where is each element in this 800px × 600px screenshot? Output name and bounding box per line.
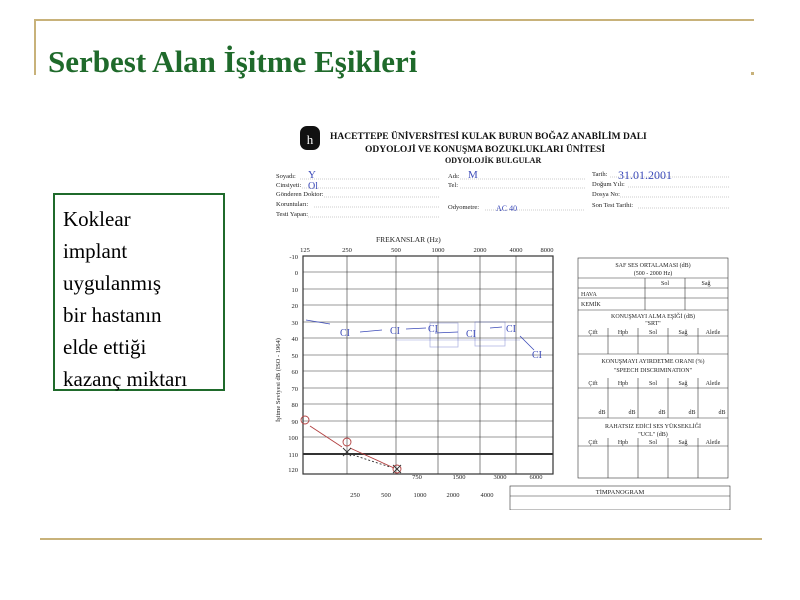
field-label-last-test: Son Test Tarihi: xyxy=(592,202,634,209)
ucl-col: Aletle xyxy=(705,440,721,446)
form-header-institution: HACETTEPE ÜNİVERSİTESİ KULAK BURUN BOĞAZ ANABİLİM DALI xyxy=(330,132,647,142)
hacettepe-logo xyxy=(300,126,320,150)
ucl-col: Hpb xyxy=(617,440,629,446)
srt-col: Sol xyxy=(648,330,658,336)
srt-subtitle: "SRT" xyxy=(645,321,661,327)
audiogram-scan xyxy=(270,122,760,510)
ptav-col-left: Sol xyxy=(660,281,670,287)
freq-top-label: 1000 xyxy=(431,247,445,254)
bottom-rule xyxy=(40,538,762,540)
db-label: 80 xyxy=(291,402,298,409)
field-label-tester: Testi Yapan: xyxy=(276,211,309,218)
freq-half-label: 750 xyxy=(412,474,422,481)
freq-half-label: 1500 xyxy=(452,474,466,481)
caption-line: elde ettiği xyxy=(63,335,147,359)
ci-label-marks xyxy=(340,324,542,361)
srt-col: Aletle xyxy=(705,330,721,336)
freq-half-label: 6000 xyxy=(529,474,543,481)
freq-top-label: 8000 xyxy=(540,247,554,254)
srt-col: Sağ xyxy=(678,330,688,336)
disc-subtitle: "SPEECH DISCRIMINATION" xyxy=(613,368,693,374)
freq-top-label: 250 xyxy=(342,247,352,254)
disc-col: Aletle xyxy=(705,381,721,387)
srt-title: KONUŞMAYI ALMA EŞİĞİ (dB) xyxy=(611,314,695,320)
disc-unit: dB xyxy=(658,410,666,416)
db-label: 110 xyxy=(288,452,298,459)
field-label-complaints: Koruntuları: xyxy=(276,201,309,208)
ucl-col: Çift xyxy=(588,440,598,446)
db-label: 60 xyxy=(291,369,298,376)
db-label: 30 xyxy=(291,320,298,327)
hand-gender: Ol xyxy=(308,181,318,192)
hand-audiometer: AC 40 xyxy=(496,204,518,213)
disc-col: Sol xyxy=(648,381,658,387)
disc-unit: dB xyxy=(718,410,726,416)
freq-bottom-label: 2000 xyxy=(446,492,460,499)
caption-line: bir hastanın xyxy=(63,303,162,327)
db-label: 90 xyxy=(291,419,298,426)
srt-col: Çift xyxy=(588,330,598,336)
caption-line: implant xyxy=(63,239,128,263)
field-label-file-no: Dosya No: xyxy=(592,191,620,198)
db-label: 10 xyxy=(291,287,298,294)
freq-bottom-label: 250 xyxy=(350,492,360,499)
disc-col: Çift xyxy=(588,381,598,387)
caption-box xyxy=(53,193,225,391)
db-label: 0 xyxy=(294,270,298,277)
y-axis-label: İşitme Seviyesi dB (ISO - 1964) xyxy=(275,338,282,422)
field-label-surname: Soyadı: xyxy=(276,173,296,180)
ci-mark: CI xyxy=(428,324,438,335)
disc-col: Hpb xyxy=(617,381,629,387)
field-label-birth-year: Doğum Yılı: xyxy=(592,181,625,188)
field-label-gender: Cinsiyeti: xyxy=(276,182,302,189)
left-accent-bar xyxy=(34,19,36,75)
form-header-findings: ODYOLOJİK BULGULAR xyxy=(445,156,542,165)
unaided-x-marks xyxy=(343,448,401,473)
db-label: 70 xyxy=(291,386,298,393)
field-label-doctor: Gönderen Doktor: xyxy=(276,191,324,198)
form-header-unit: ODYOLOJİ VE KONUŞMA BOZUKLUKLARI ÜNİTESİ xyxy=(365,145,606,155)
ucl-col: Sağ xyxy=(678,440,688,446)
frequency-axis-title: FREKANSLAR (Hz) xyxy=(376,235,441,244)
hand-surname: Y xyxy=(308,169,316,181)
disc-col: Sağ xyxy=(678,381,688,387)
title-accent-dot xyxy=(751,72,754,75)
ucl-subtitle: "UCL" (dB) xyxy=(638,432,668,438)
db-label: 40 xyxy=(291,336,298,343)
ptav-subtitle: (500 - 2000 Hz) xyxy=(633,271,673,277)
ucl-col: Sol xyxy=(648,440,658,446)
ptav-title: SAF SES ORTALAMASI (dB) xyxy=(615,263,691,269)
freq-top-label: 500 xyxy=(391,247,401,254)
unaided-threshold-marks xyxy=(301,416,401,473)
caption-line: Koklear xyxy=(63,207,131,231)
ci-mark: CI xyxy=(506,324,516,335)
field-label-audiometer: Odyometre: xyxy=(448,204,480,211)
caption-line: kazanç miktarı xyxy=(63,367,188,391)
freq-top-label: 4000 xyxy=(509,247,523,254)
disc-unit: dB xyxy=(688,410,696,416)
freq-bottom-label: 1000 xyxy=(413,492,427,499)
hand-name: M xyxy=(468,169,478,181)
field-label-date: Tarih: xyxy=(592,171,608,178)
ptav-row-air: HAVA xyxy=(581,292,597,298)
freq-half-label: 3000 xyxy=(493,474,507,481)
ci-mark: CI xyxy=(390,326,400,337)
ptav-row-bone: KEMİK xyxy=(581,302,601,308)
disc-unit: dB xyxy=(598,410,606,416)
db-label: 50 xyxy=(291,353,298,360)
ucl-title: RAHATSIZ EDİCİ SES YÜKSEKLİĞİ xyxy=(605,424,701,430)
hand-date: 31.01.2001 xyxy=(618,168,672,182)
db-label: 120 xyxy=(288,467,298,474)
caption-line: uygulanmış xyxy=(63,271,161,295)
audiogram-grid xyxy=(303,256,553,474)
top-rule xyxy=(34,19,754,21)
freq-top-label: 125 xyxy=(300,247,310,254)
disc-title: KONUŞMAYI AYIRDETME ORANI (%) xyxy=(601,359,705,365)
ptav-col-right: Sağ xyxy=(701,281,711,287)
tympanogram-title: TİMPANOGRAM xyxy=(595,489,645,496)
db-label: 100 xyxy=(288,435,298,442)
db-label: -10 xyxy=(289,254,298,261)
ci-mark: CI xyxy=(340,328,350,339)
ci-mark: CI xyxy=(532,350,542,361)
svg-text:h: h xyxy=(306,132,314,147)
disc-unit: dB xyxy=(628,410,636,416)
slide-title: Serbest Alan İşitme Eşikleri xyxy=(48,44,418,79)
ci-mark: CI xyxy=(466,329,476,340)
freq-bottom-label: 4000 xyxy=(480,492,494,499)
freq-bottom-label: 500 xyxy=(381,492,391,499)
field-label-name: Adı: xyxy=(448,173,460,180)
db-label: 20 xyxy=(291,303,298,310)
freq-top-label: 2000 xyxy=(473,247,487,254)
field-label-phone: Tel: xyxy=(448,182,459,189)
srt-col: Hpb xyxy=(617,330,629,336)
